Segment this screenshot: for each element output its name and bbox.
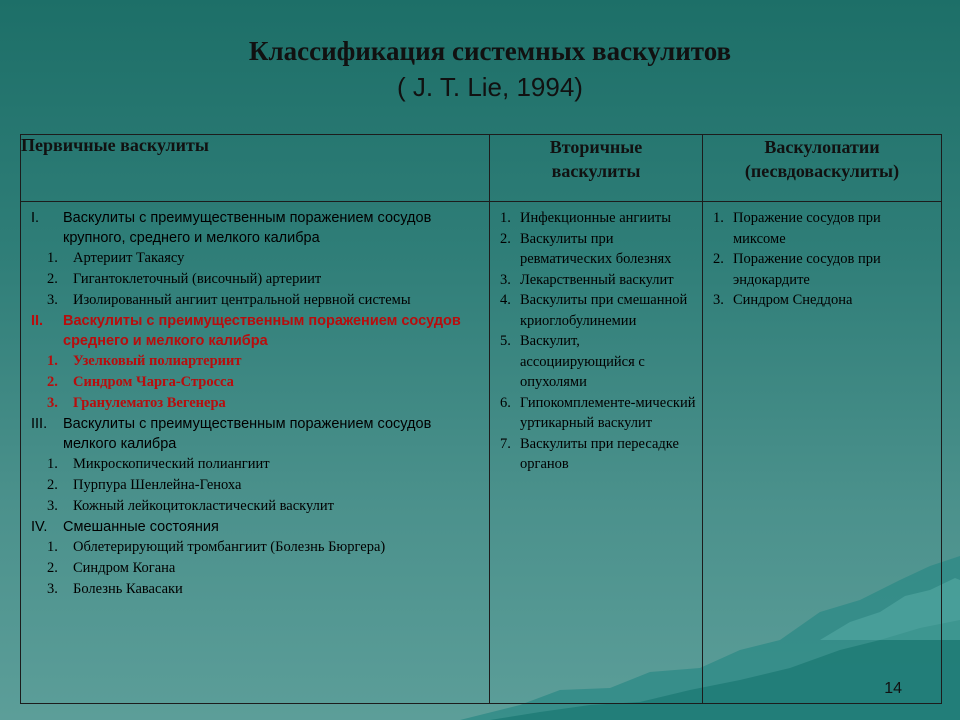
header-secondary-line2: васкулиты [551,161,641,181]
item-text: Кожный лейкоцитокластический васкулит [73,498,334,514]
page-number: 14 [884,680,902,697]
header-vasculopathies-line2: (песвдоваскулиты) [744,161,900,181]
primary-section [31,414,485,454]
item-text: Синдром Чарга-Стросса [73,374,234,390]
list-item [31,393,485,414]
list-item [31,269,485,290]
item-number: 3. [500,271,511,288]
item-number: 1. [713,210,724,226]
list-item [500,208,696,229]
item-text: Васкулиты при смешанной криоглобулинемии [520,292,688,329]
section-number: III. [31,416,48,432]
item-number: 3. [713,292,724,308]
item-number: 3. [47,292,58,308]
item-number: 7. [500,435,511,452]
list-item [500,229,696,270]
list-item [713,249,935,290]
section-items [31,537,485,600]
list-item [31,537,485,558]
item-number: 1. [47,456,58,472]
list-item [713,290,935,311]
item-number: 1. [47,539,58,555]
item-text: Микроскопический полиангиит [73,456,270,472]
item-text: Поражение сосудов при миксоме [733,210,881,247]
item-text: Гипокомплементе-мический уртикарный васкулит [520,394,696,431]
list-item [500,393,696,434]
header-secondary-line1: Вторичные [549,137,643,157]
list-item [31,290,485,311]
primary-section [31,517,485,537]
item-number: 4. [500,292,511,308]
list-item [31,558,485,579]
vasculopathies-column [703,202,942,704]
header-primary: Первичные васкулиты [21,135,490,202]
item-number: 3. [47,395,58,411]
item-number: 1. [47,353,58,369]
item-text: Инфекционные ангииты [520,210,671,226]
secondary-column [490,202,703,704]
item-number: 3. [47,581,58,597]
section-text: Васкулиты с преимущественным поражением сосудов крупного, среднего и мелкого калибра [63,210,432,246]
item-text: Артериит Такаясу [73,250,185,266]
list-item [31,496,485,517]
item-number: 1. [47,250,58,266]
section-items [31,248,485,311]
header-secondary [490,135,703,202]
item-text: Болезнь Кавасаки [73,581,183,597]
primary-section [31,311,485,351]
table-body-row [21,202,942,704]
section-number: I. [31,210,40,226]
table-header-row [21,135,942,202]
primary-group-4 [31,517,485,600]
item-text: Синдром Когана [73,560,176,576]
item-text: Пурпура Шенлейна-Геноха [73,477,242,493]
section-items [31,351,485,414]
item-text: Гигантоклеточный (височный) артериит [73,271,322,287]
section-number: IV. [31,519,48,535]
item-text: Синдром Снеддона [733,292,853,308]
classification-table [20,134,942,704]
section-number: II. [31,313,44,329]
list-item [31,351,485,372]
item-text: Васкулит, ассоциирующийся с опухолями [520,333,645,390]
list-item [31,579,485,600]
header-vasculopathies [703,135,942,202]
primary-group-2-highlighted [31,311,485,414]
item-text: Васкулиты при ревматических болезнях [520,230,672,267]
item-text: Узелковый полиартериит [73,353,242,369]
item-text: Поражение сосудов при эндокардите [733,251,881,288]
item-text: Васкулиты при пересадке органов [520,435,679,472]
header-vasculopathies-line1: Васкулопатии [764,137,880,157]
item-number: 3. [47,498,58,514]
item-number: 2. [47,374,58,390]
item-number: 5. [500,333,511,349]
list-item [500,331,696,393]
item-number: 2. [500,230,511,247]
item-number: 6. [500,394,511,411]
slide-subtitle: ( J. T. Lie, 1994) [397,72,583,102]
primary-group-3 [31,414,485,517]
primary-section [31,208,485,248]
list-item [500,270,696,291]
section-text: Васкулиты с преимущественным поражением сосудов среднего и мелкого калибра [63,313,461,349]
section-items [31,454,485,517]
item-text: Лекарственный васкулит [520,271,674,288]
list-item [500,290,696,331]
list-item [713,208,935,249]
item-number: 2. [47,271,58,287]
item-text: Изолированный ангиит центральной нервной системы [73,292,411,308]
list-item [31,372,485,393]
primary-group-1 [31,208,485,311]
item-number: 2. [47,560,58,576]
slide-title: Классификация системных васкулитов [248,36,732,66]
list-item [31,248,485,269]
item-text: Гранулематоз Вегенера [73,395,226,411]
item-number: 2. [713,251,724,267]
primary-column [21,202,490,704]
list-item [31,454,485,475]
item-number: 2. [47,477,58,493]
list-item [500,434,696,475]
section-text: Васкулиты с преимущественным поражением сосудов мелкого калибра [63,416,432,452]
item-number: 1. [500,210,511,226]
list-item [31,475,485,496]
item-text: Облетерирующий тромбангиит (Болезнь Бюргера) [73,539,386,555]
section-text: Смешанные состояния [63,519,219,535]
